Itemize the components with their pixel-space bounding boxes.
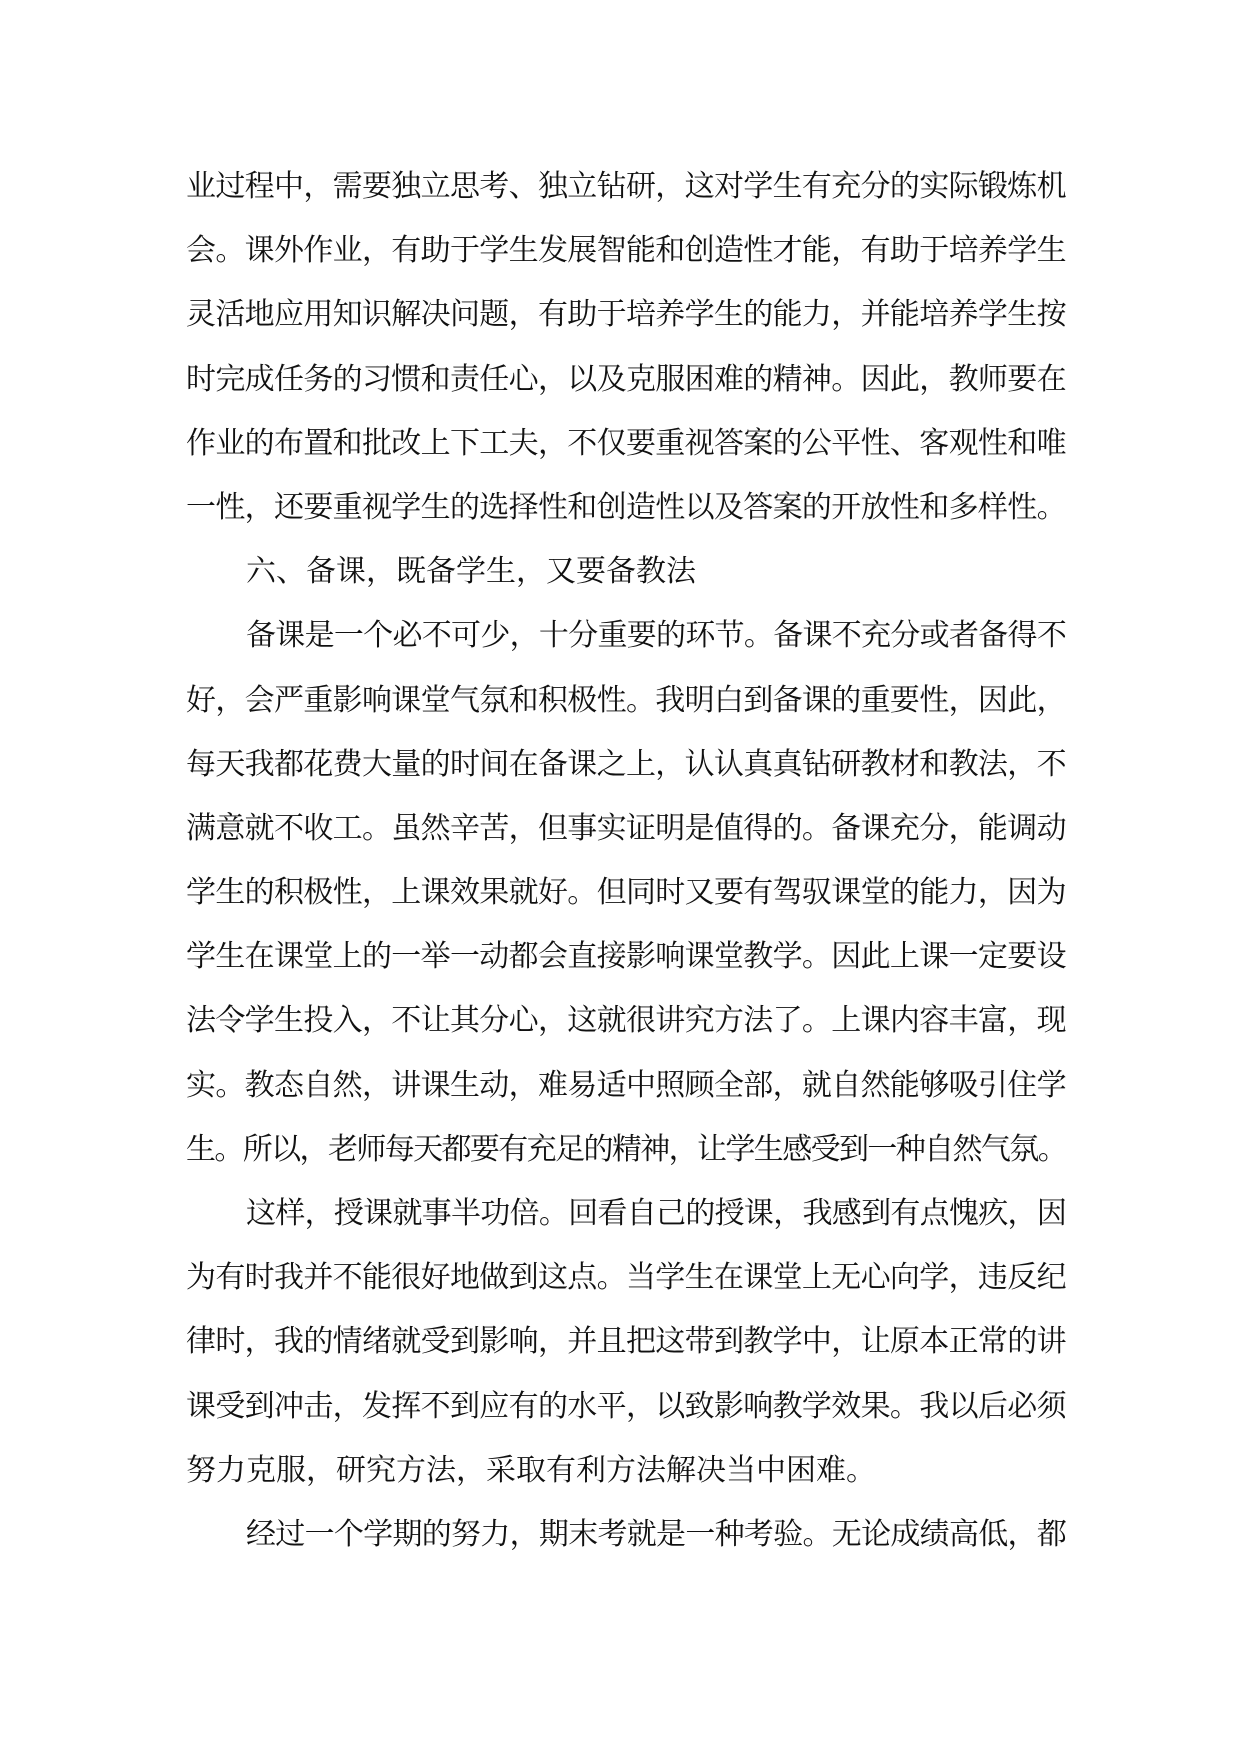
text-line: 业过程中，需要独立思考、独立钻研，这对学生有充分的实际锻炼机 <box>186 169 1066 204</box>
text-line: 好，会严重影响课堂气氛和积极性。我明白到备课的重要性，因此， <box>186 682 1066 718</box>
text-line: 生。所以，老师每天都要有充足的精神，让学生感受到一种自然气氛。 <box>186 1131 1067 1167</box>
text-line: 律时，我的情绪就受到影响，并且把这带到教学中，让原本正常的讲 <box>186 1324 1066 1360</box>
text-line: 作业的布置和批改上下工夫，不仅要重视答案的公平性、客观性和唯 <box>186 425 1066 461</box>
paragraph-start-line: 六、备课，既备学生，又要备教法 <box>246 554 696 590</box>
text-line: 实。教态自然，讲课生动，难易适中照顾全部，就自然能够吸引住学 <box>186 1067 1066 1103</box>
paragraph-start-line: 备课是一个必不可少，十分重要的环节。备课不充分或者备得不 <box>246 618 1067 654</box>
paragraph-start-line: 这样，授课就事半功倍。回看自己的授课，我感到有点愧疚，因 <box>246 1196 1067 1231</box>
text-line: 每天我都花费大量的时间在备课之上，认认真真钻研教材和教法，不 <box>186 746 1066 782</box>
text-line: 满意就不收工。虽然辛苦，但事实证明是值得的。备课充分，能调动 <box>186 810 1066 846</box>
text-line: 会。课外作业，有助于学生发展智能和创造性才能，有助于培养学生 <box>186 233 1066 269</box>
text-line: 学生的积极性，上课效果就好。但同时又要有驾驭课堂的能力，因为 <box>186 875 1066 911</box>
text-line: 一性，还要重视学生的选择性和创造性以及答案的开放性和多样性。 <box>186 489 1066 525</box>
text-line: 学生在课堂上的一举一动都会直接影响课堂教学。因此上课一定要设 <box>186 939 1066 975</box>
paragraph-start-line: 经过一个学期的努力，期末考就是一种考验。无论成绩高低，都 <box>246 1516 1067 1552</box>
text-line: 法令学生投入，不让其分心，这就很讲究方法了。上课内容丰富，现 <box>186 1003 1066 1039</box>
text-line: 课受到冲击，发挥不到应有的水平，以致影响教学效果。我以后必须 <box>186 1388 1066 1424</box>
text-line: 灵活地应用知识解决问题，有助于培养学生的能力，并能培养学生按 <box>186 297 1066 333</box>
text-line: 时完成任务的习惯和责任心，以及克服困难的精神。因此，教师要在 <box>186 361 1066 397</box>
body-text <box>186 155 1066 1567</box>
text-line: 努力克服，研究方法，采取有利方法解决当中困难。 <box>186 1452 876 1488</box>
text-line: 为有时我并不能很好地做到这点。当学生在课堂上无心向学，违反纪 <box>186 1260 1066 1296</box>
